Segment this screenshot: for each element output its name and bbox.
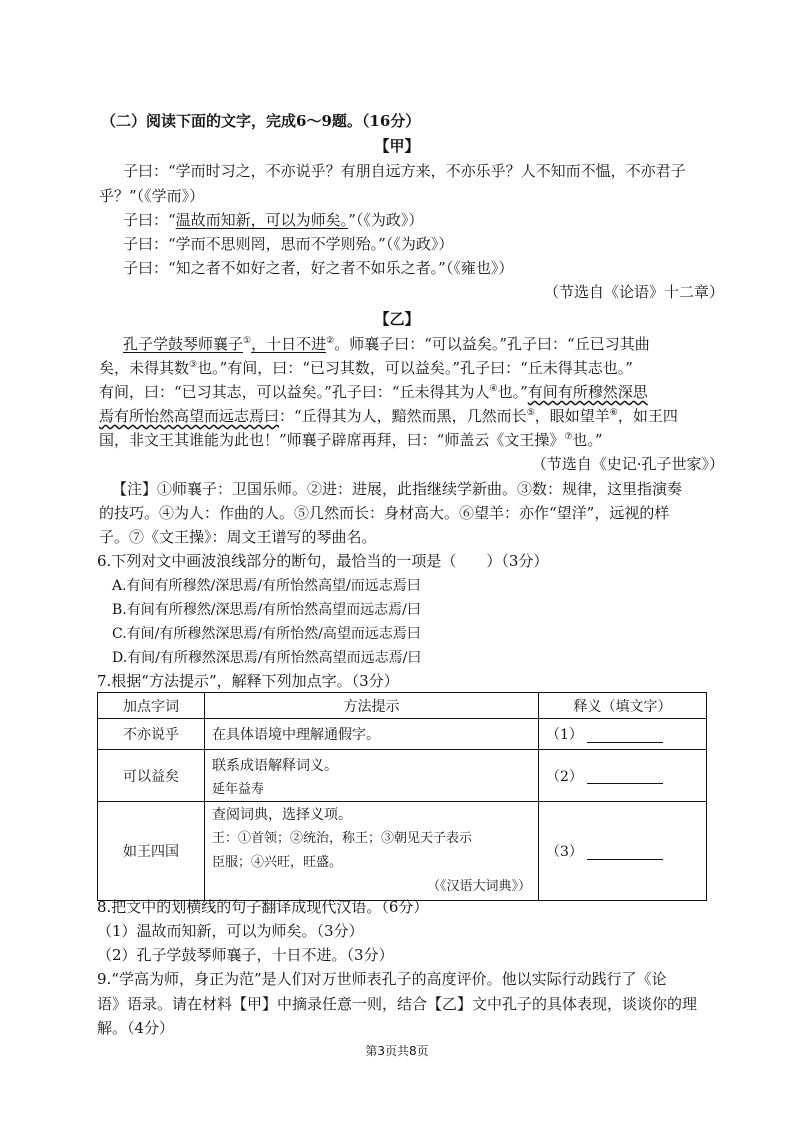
underlined-sentence-2b: ，十日不进: [251, 335, 327, 353]
passage-yi-label: 【乙】: [374, 310, 420, 328]
notes-line-2: 的技巧。④为人：作曲的人。⑤几然而长：身材高大。⑥望羊：亦作“望洋”，远视的样: [99, 504, 670, 522]
hint-example: 延年益寿: [212, 782, 265, 797]
note-mark-7: ⑦: [564, 432, 573, 442]
answer-label-1: （1）: [546, 727, 583, 743]
jia-line-3: [123, 209, 423, 231]
yi-line-5: [99, 429, 603, 451]
question-8-stem: 8.把文中的划横线的句子翻译成现代汉语。（6分）: [97, 898, 429, 916]
q8-sentence-1: （1）温故而知新，可以为师矣。（3分）: [97, 922, 364, 940]
page-footer: 第3页共8页: [365, 1044, 429, 1058]
yi-line-2-a: 矣，未得其数: [99, 359, 190, 377]
answer-blank-1[interactable]: [587, 728, 663, 743]
jia-line-1: 子曰：“学而时习之，不亦说乎？有朋自远方来，不亦乐乎？人不知而不愠，不亦君子: [123, 162, 686, 180]
yi-line-3-b: 也。”: [497, 383, 528, 401]
header-meaning: 释义（填文字）: [539, 693, 707, 719]
table-row: [98, 719, 707, 750]
yi-source: （节选自《史记·孔子世家》）: [531, 455, 724, 473]
note-mark-2: ②: [326, 336, 335, 346]
question-9-line-2: 语》语录。请在材料【甲】中摘录任意一则，结合【乙】文中孔子的具体表现，谈谈你的理: [97, 995, 698, 1013]
q6-option-d: D.有间/有所穆然深思焉/有所怡然高望而远志焉/曰: [112, 650, 422, 666]
yi-line-4-c: ，眼如望羊: [534, 407, 610, 425]
underlined-sentence-2a: 孔子学鼓琴师襄子: [123, 335, 244, 353]
yi-line-2-b: 也。”有间，曰：“已习其数，可以益矣。”孔子曰：“丘未得其志也。”: [197, 359, 633, 377]
table-header-row: [98, 693, 707, 719]
answer-label-2: （2）: [546, 768, 583, 785]
jia-line-3-post: ”（《为政》）: [348, 211, 424, 229]
jia-line-4: 子曰：“学而不思则罔，思而不学则殆。”（《为政》）: [123, 235, 454, 253]
hint-text: 查阅词典，选择义项。: [212, 807, 352, 823]
question-9-line-1: 9.“学高为师，身正为范”是人们对万世师表孔子的高度评价。他以实际行动践行了《论: [97, 970, 667, 988]
answer-cell-2[interactable]: [539, 750, 707, 802]
hint-reference: （《汉语大词典》）: [426, 879, 531, 894]
underlined-sentence-1: 温故而知新，可以为师矣。: [175, 211, 349, 229]
passage-jia-label: 【甲】: [374, 137, 420, 155]
table-row: [98, 750, 707, 802]
question-6-stem: 6.下列对文中画波浪线部分的断句，最恰当的一项是（ ）（3分）: [97, 552, 549, 570]
jia-line-2: 乎？”（《学而》）: [99, 187, 205, 205]
q8-sentence-2: （2）孔子学鼓琴师襄子，十日不进。（3分）: [97, 946, 394, 964]
table-row: [98, 802, 707, 901]
jia-line-3-pre: 子曰：“: [123, 211, 176, 229]
yi-line-2: [99, 357, 633, 379]
note-mark-1: ①: [243, 336, 252, 346]
answer-cell-1[interactable]: [539, 719, 707, 750]
notes-line-1: 【注】①师襄子：卫国乐师。②进：进展，此指继续学新曲。③数：规律，这里指演奏: [112, 480, 683, 498]
wavy-segment-2: 焉有所怡然高望而远志焉曰: [99, 407, 280, 425]
notes-line-3: 子。⑦《文王操》：周文王谱写的琴曲名。: [99, 528, 377, 546]
yi-line-3-a: 有间，曰：“已习其志，可以益矣。”孔子曰：“丘未得其为人: [99, 383, 490, 401]
question-9-line-3: 解。（4分）: [97, 1019, 175, 1037]
table-cell-hint: 在具体语境中理解通假字。: [205, 719, 539, 750]
hint-text: 联系成语解释词义。: [212, 758, 338, 774]
section-title: （二）阅读下面的文字，完成6～9题。（16分）: [101, 112, 421, 130]
answer-blank-2[interactable]: [587, 769, 663, 784]
yi-line-5-b: 也。”: [572, 431, 603, 449]
yi-line-4: [99, 405, 678, 427]
wavy-segment-1: 有间有所穆然深思: [527, 383, 648, 401]
q6-option-c: C.有间/有所穆然深思焉/有所怡然/高望而远志焉曰: [112, 626, 421, 642]
jia-source: （节选自《论语》十二章）: [543, 283, 724, 301]
header-word: 加点字词: [98, 693, 205, 719]
answer-blank-3[interactable]: [587, 845, 663, 860]
note-mark-5: ⑤: [526, 408, 535, 418]
table-cell-word: 不亦说乎: [98, 719, 205, 750]
yi-line-5-a: 国，非文王其谁能为此也！”师襄子辟席再拜，曰：“师盖云《文王操》: [99, 431, 565, 449]
yi-line-1: [123, 333, 650, 355]
table-cell-hint: [205, 750, 539, 802]
table-cell-word: 如王四国: [98, 802, 205, 901]
yi-line-4-b: ：“丘得其为人，黯然而黑，几然而长: [279, 407, 527, 425]
note-mark-6: ⑥: [609, 408, 618, 418]
hint-definitions-2: 臣服；④兴旺，旺盛。: [212, 855, 343, 870]
yi-line-1-post: 。师襄子曰：“可以益矣。”孔子曰：“丘已习其曲: [334, 335, 650, 353]
note-mark-4: ④: [489, 384, 498, 394]
q6-option-b: B.有间有所穆然/深思焉/有所怡然高望而远志焉/曰: [112, 602, 421, 618]
hint-definitions-1: 王：①首领；②统治，称王；③朝见天子表示: [212, 831, 473, 846]
q6-option-a: A.有间有所穆然/深思焉/有所怡然高望/而远志焉曰: [112, 578, 421, 594]
jia-line-5: 子曰：“知之者不如好之者，好之者不如乐之者。”（《雍也》）: [123, 259, 514, 277]
header-method: 方法提示: [205, 693, 539, 719]
answer-label-3: （3）: [546, 844, 583, 860]
yi-line-4-d: ，如王四: [617, 407, 678, 425]
table-cell-word: 可以益矣: [98, 750, 205, 802]
answer-cell-3[interactable]: [539, 802, 707, 901]
yi-line-3: [99, 381, 648, 403]
table-cell-hint: [205, 802, 539, 901]
question-7-stem: 7.根据“方法提示”，解释下列加点字。（3分）: [97, 672, 399, 690]
note-mark-3: ③: [189, 360, 198, 370]
method-table: [97, 692, 707, 901]
